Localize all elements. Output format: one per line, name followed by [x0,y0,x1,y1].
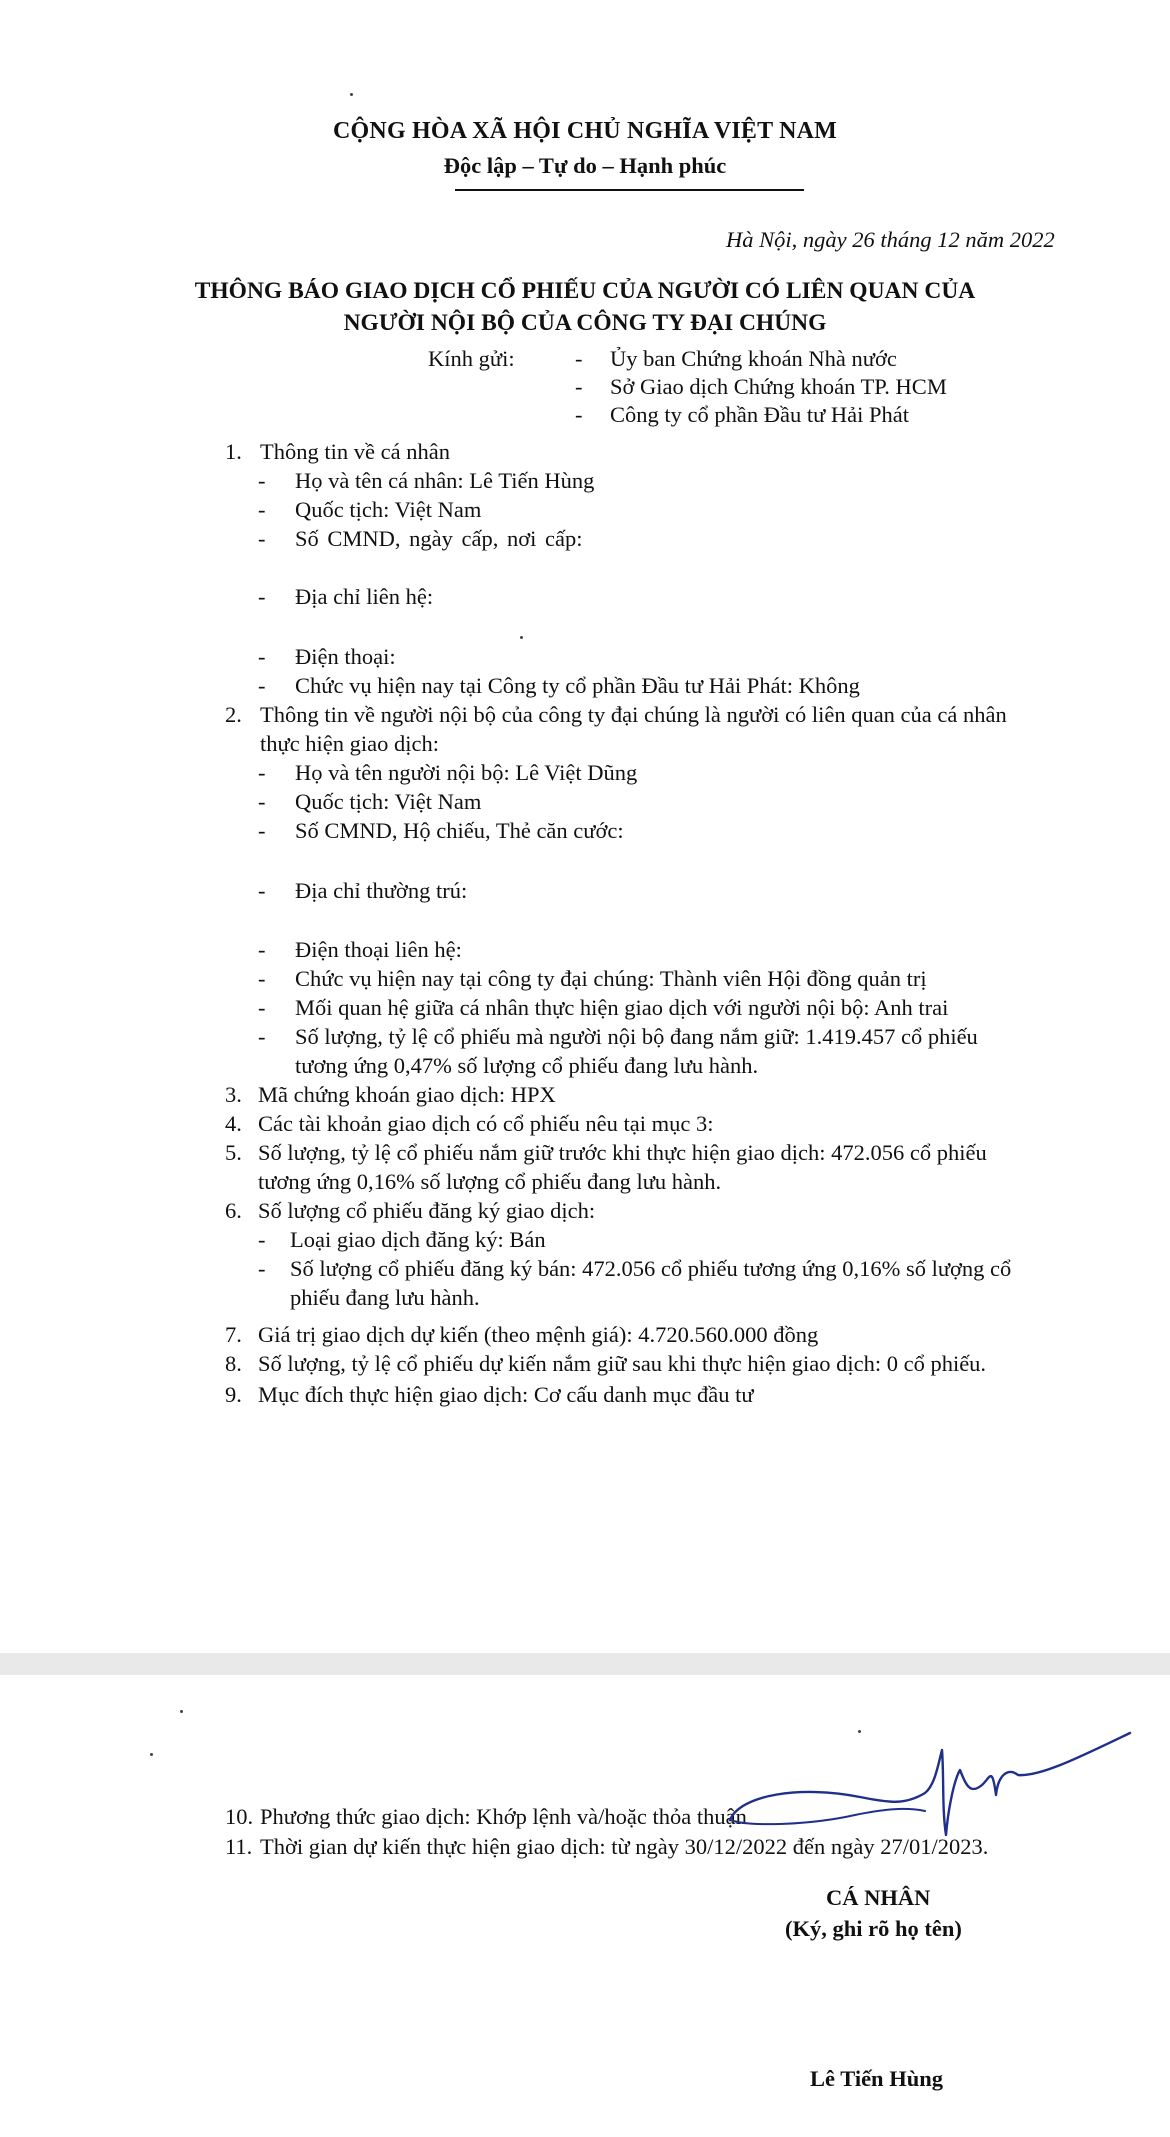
dash: - [258,937,266,962]
dash: - [258,468,266,493]
dash: - [258,1024,266,1049]
section6-item: Số lượng cổ phiếu đăng ký bán: 472.056 cổ phiếu tương ứng 0,16% số lượng cổ [290,1256,1012,1281]
section10-text: Phương thức giao dịch: Khớp lệnh và/hoặc thỏa thuận [260,1804,747,1829]
scan-speck [150,1753,153,1756]
dash: - [258,1227,266,1252]
dash: - [258,818,266,843]
section7-number: 7. [225,1322,242,1347]
section8-number: 8. [225,1351,242,1376]
section2-item: Chức vụ hiện nay tại công ty đại chúng: Thành viên Hội đồng quản trị [295,966,927,991]
recipient-2: Sở Giao dịch Chứng khoán TP. HCM [610,374,947,399]
section2-item: Số lượng, tỷ lệ cổ phiếu mà người nội bộ đang nắm giữ: 1.419.457 cổ phiếu [295,1024,978,1049]
dash: - [575,374,583,399]
section6-heading: Số lượng cổ phiếu đăng ký giao dịch: [258,1198,596,1223]
handwritten-signature [720,1685,1140,1855]
section2-item: Mối quan hệ giữa cá nhân thực hiện giao dịch với người nội bộ: Anh trai [295,995,949,1020]
motto-underline [455,189,804,191]
dash: - [258,526,266,551]
dash: - [258,497,266,522]
section2-item: Số CMND, Hộ chiếu, Thẻ căn cước: [295,818,624,843]
section1-heading: Thông tin về cá nhân [260,439,450,464]
dash: - [575,346,583,371]
scan-speck [350,93,353,96]
signer-name: Lê Tiến Hùng [810,2066,943,2091]
document-title-line1: THÔNG BÁO GIAO DỊCH CỔ PHIẾU CỦA NGƯỜI CÓ LIÊN QUAN CỦA [194,278,976,304]
section5-text: Số lượng, tỷ lệ cổ phiếu nắm giữ trước khi thực hiện giao dịch: 472.056 cổ phiếu [258,1140,987,1165]
section2-heading-cont: thực hiện giao dịch: [260,731,440,756]
section1-item: Quốc tịch: Việt Nam [295,497,482,522]
dash: - [258,1256,266,1281]
recipient-3: Công ty cổ phần Đầu tư Hải Phát [610,402,910,427]
dash: - [258,966,266,991]
section2-item: Quốc tịch: Việt Nam [295,789,482,814]
section5-text-cont: tương ứng 0,16% số lượng cổ phiếu đang lưu hành. [258,1169,722,1194]
section3-number: 3. [225,1082,242,1107]
section1-item: Địa chỉ liên hệ: [295,584,434,609]
recipient-1: Ủy ban Chứng khoán Nhà nước [610,346,897,371]
dash: - [258,673,266,698]
dash: - [258,789,266,814]
section11-number: 11. [225,1834,253,1859]
section1-item: Chức vụ hiện nay tại Công ty cổ phần Đầu tư Hải Phát: Không [295,673,860,698]
dash: - [258,760,266,785]
section4-number: 4. [225,1111,242,1136]
section10-number: 10. [225,1804,254,1829]
dash: - [258,584,266,609]
section2-item: Điện thoại liên hệ: [295,937,462,962]
section11-text: Thời gian dự kiến thực hiện giao dịch: từ ngày 30/12/2022 đến ngày 27/01/2023. [260,1834,989,1859]
section6-number: 6. [225,1198,242,1223]
section2-heading: Thông tin về người nội bộ của công ty đại chúng là người có liên quan của cá nhân [260,702,1007,727]
section6-item: Loại giao dịch đăng ký: Bán [290,1227,546,1252]
motto: Độc lập – Tự do – Hạnh phúc [443,153,727,178]
section9-text: Mục đích thực hiện giao dịch: Cơ cấu danh mục đầu tư [258,1382,754,1407]
section3-text: Mã chứng khoán giao dịch: HPX [258,1082,556,1107]
page-break [0,1653,1170,1675]
section4-text: Các tài khoản giao dịch có cổ phiếu nêu tại mục 3: [258,1111,714,1136]
dash: - [258,995,266,1020]
dash: - [258,878,266,903]
section2-number: 2. [225,702,242,727]
section5-number: 5. [225,1140,242,1165]
section1-item: Họ và tên cá nhân: Lê Tiến Hùng [295,468,595,493]
scan-speck [180,1710,183,1713]
section1-number: 1. [225,439,242,464]
signature-instruction: (Ký, ghi rõ họ tên) [785,1916,962,1941]
recipients-label: Kính gửi: [428,346,515,371]
dash: - [575,402,583,427]
section9-number: 9. [225,1382,242,1407]
section6-item-cont: phiếu đang lưu hành. [290,1285,480,1310]
section2-item: Họ và tên người nội bộ: Lê Việt Dũng [295,760,638,785]
section1-item: Số CMND, ngày cấp, nơi cấp: [295,526,583,551]
nation-header: CỘNG HÒA XÃ HỘI CHỦ NGHĨA VIỆT NAM [333,118,837,144]
section8-text: Số lượng, tỷ lệ cổ phiếu dự kiến nắm giữ sau khi thực hiện giao dịch: 0 cổ phiếu. [258,1351,987,1376]
section7-text: Giá trị giao dịch dự kiến (theo mệnh giá): 4.720.560.000 đồng [258,1322,819,1347]
section2-item: Địa chỉ thường trú: [295,878,468,903]
dash: - [258,644,266,669]
signature-role: CÁ NHÂN [826,1885,931,1910]
section1-item: Điện thoại: [295,644,396,669]
document-title-line2: NGƯỜI NỘI BỘ CỦA CÔNG TY ĐẠI CHÚNG [343,310,827,336]
scan-speck [520,636,523,639]
place-date: Hà Nội, ngày 26 tháng 12 năm 2022 [726,227,1055,252]
section2-item-cont: tương ứng 0,47% số lượng cổ phiếu đang lưu hành. [295,1053,759,1078]
